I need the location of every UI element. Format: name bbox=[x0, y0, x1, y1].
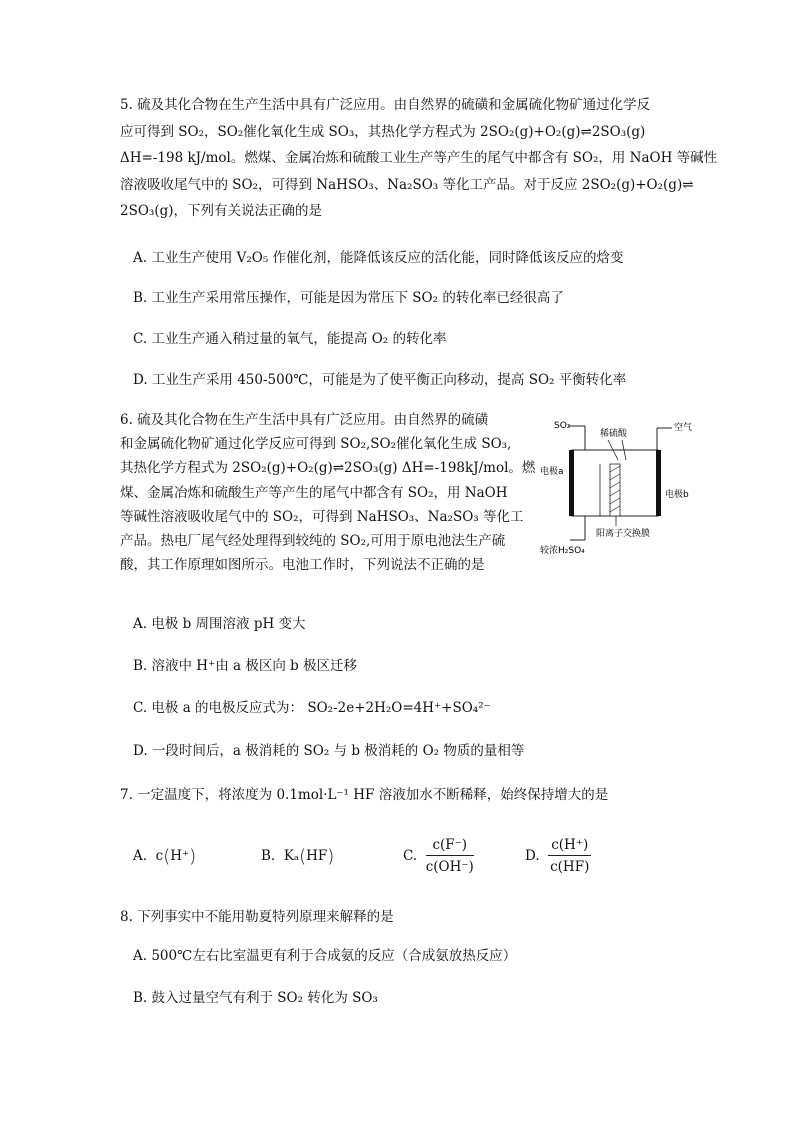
q7-a-inner: H⁺ bbox=[170, 848, 190, 864]
label-conc-acid: 较浓H₂SO₄ bbox=[540, 546, 585, 556]
q5-line: 5. 硫及其化合物在生产生活中具有广泛应用。由自然界的硫磺和金属硫化物矿通过化学反 bbox=[120, 97, 651, 113]
q6-option-d: D. 一段时间后，a 极消耗的 SO₂ 与 b 极消耗的 O₂ 物质的量相等 bbox=[133, 743, 525, 759]
q7-d-denominator: c(HF) bbox=[550, 859, 590, 875]
paren-close: ) bbox=[189, 845, 197, 867]
paren-open: ( bbox=[163, 845, 171, 867]
label-so2: SO₂ bbox=[554, 421, 571, 431]
q6-line: 酸，其工作原理如图所示。电池工作时，下列说法不正确的是 bbox=[120, 557, 485, 574]
q7-b-label: B. bbox=[261, 848, 276, 864]
q7-c-label: C. bbox=[403, 848, 418, 864]
q6-line: 等碱性溶液吸收尾气中的 SO₂，可得到 NaHSO₃、Na₂SO₃ 等化工 bbox=[120, 508, 524, 525]
q7-line: 7. 一定温度下，将浓度为 0.1mol·L⁻¹ HF 溶液加水不断稀释，始终保持增大的是 bbox=[120, 787, 609, 803]
electrode-b bbox=[656, 450, 661, 516]
question-5-stem bbox=[120, 92, 718, 225]
q7-option-d bbox=[525, 828, 591, 884]
q6-option-a: A. 电极 b 周围溶液 pH 变大 bbox=[133, 616, 306, 632]
q7-option-a bbox=[133, 828, 196, 884]
battery-diagram bbox=[540, 414, 720, 564]
label-membrane: 阳离子交换膜 bbox=[596, 529, 651, 539]
q7-d-numerator: c(H⁺) bbox=[548, 836, 591, 856]
q8-option-a: A. 500℃左右比室温更有利于合成氨的反应（合成氨放热反应） bbox=[133, 948, 517, 964]
question-7-stem bbox=[120, 782, 676, 809]
q5-line: 应可得到 SO₂，SO₂催化氧化生成 SO₃，其热化学方程式为 2SO₂(g)+O₂(g)⇌2SO₃(g) bbox=[120, 123, 646, 140]
q7-b-expr: Kₐ bbox=[283, 848, 300, 864]
ion-exchange-membrane bbox=[610, 464, 620, 516]
q8-option-b: B. 鼓入过量空气有利于 SO₂ 转化为 SO₃ bbox=[133, 990, 378, 1006]
q6-line: 产品。热电厂尾气经处理得到较纯的 SO₂,可用于原电池法生产硫 bbox=[120, 532, 506, 549]
paren-open: ( bbox=[299, 845, 307, 867]
label-electrode-b: 电极b bbox=[665, 490, 689, 500]
q6-line: 其热化学方程式为 2SO₂(g)+O₂(g)⇌2SO₃(g) ΔH=-198kJ/mol。燃 bbox=[120, 460, 536, 477]
q6-option-b: B. 溶液中 H⁺由 a 极区向 b 极区迁移 bbox=[133, 658, 358, 674]
q6-line: 煤、金属冶炼和硫酸生产等产生的尾气中都含有 SO₂，用 NaOH bbox=[120, 484, 508, 501]
q7-a-expr: c bbox=[155, 848, 164, 864]
q8-line: 8. 下列事实中不能用勒夏特列原理来解释的是 bbox=[120, 909, 394, 925]
q7-d-label: D. bbox=[525, 848, 540, 864]
question-6-stem bbox=[120, 408, 536, 577]
label-dilute-acid: 稀硫酸 bbox=[600, 429, 628, 439]
q7-option-c bbox=[403, 828, 474, 884]
label-electrode-a: 电极a bbox=[540, 467, 564, 477]
q5-option-d: D. 工业生产采用 450-500℃，可能是为了使平衡正向移动，提高 SO₂ 平衡转化率 bbox=[133, 372, 627, 388]
q7-d-fraction bbox=[548, 836, 591, 876]
q5-option-a: A. 工业生产使用 V₂O₅ 作催化剂，能降低该反应的活化能，同时降低该反应的焓变 bbox=[133, 250, 624, 266]
q5-line: 溶液吸收尾气中的 SO₂，可得到 NaHSO₃、Na₂SO₃ 等化工产品。对于反应 2SO₂(g)+O₂(g)⇌ bbox=[120, 176, 694, 193]
question-8-stem bbox=[120, 904, 676, 931]
electrode-a bbox=[569, 450, 574, 516]
q7-a-label: A. bbox=[133, 848, 148, 864]
label-air: 空气 bbox=[674, 423, 693, 433]
q7-option-b bbox=[261, 828, 334, 884]
q5-line: ΔH=-198 kJ/mol。燃煤、金属冶炼和硫酸工业生产等产生的尾气中都含有 SO₂，用 NaOH 等碱性 bbox=[120, 150, 718, 166]
q6-line: 和金属硫化物矿通过化学反应可得到 SO₂,SO₂催化氧化生成 SO₃, bbox=[120, 436, 512, 453]
q5-line: 2SO₃(g)，下列有关说法正确的是 bbox=[120, 203, 322, 219]
q5-option-c: C. 工业生产通入稍过量的氧气，能提高 O₂ 的转化率 bbox=[133, 331, 447, 347]
q6-option-c: C. 电极 a 的电极反应式为： SO₂-2e+2H₂O=4H⁺+SO₄²⁻ bbox=[133, 700, 491, 716]
q7-b-inner: HF bbox=[306, 848, 328, 864]
q7-c-numerator: c(F⁻) bbox=[426, 836, 474, 856]
q6-line: 6. 硫及其化合物在生产生活中具有广泛应用。由自然界的硫磺 bbox=[120, 412, 489, 428]
q5-option-b: B. 工业生产采用常压操作，可能是因为常压下 SO₂ 的转化率已经很高了 bbox=[133, 290, 564, 306]
q7-c-denominator: c(OH⁻) bbox=[425, 859, 474, 875]
paren-close: ) bbox=[327, 845, 335, 867]
q7-c-fraction bbox=[426, 836, 474, 876]
